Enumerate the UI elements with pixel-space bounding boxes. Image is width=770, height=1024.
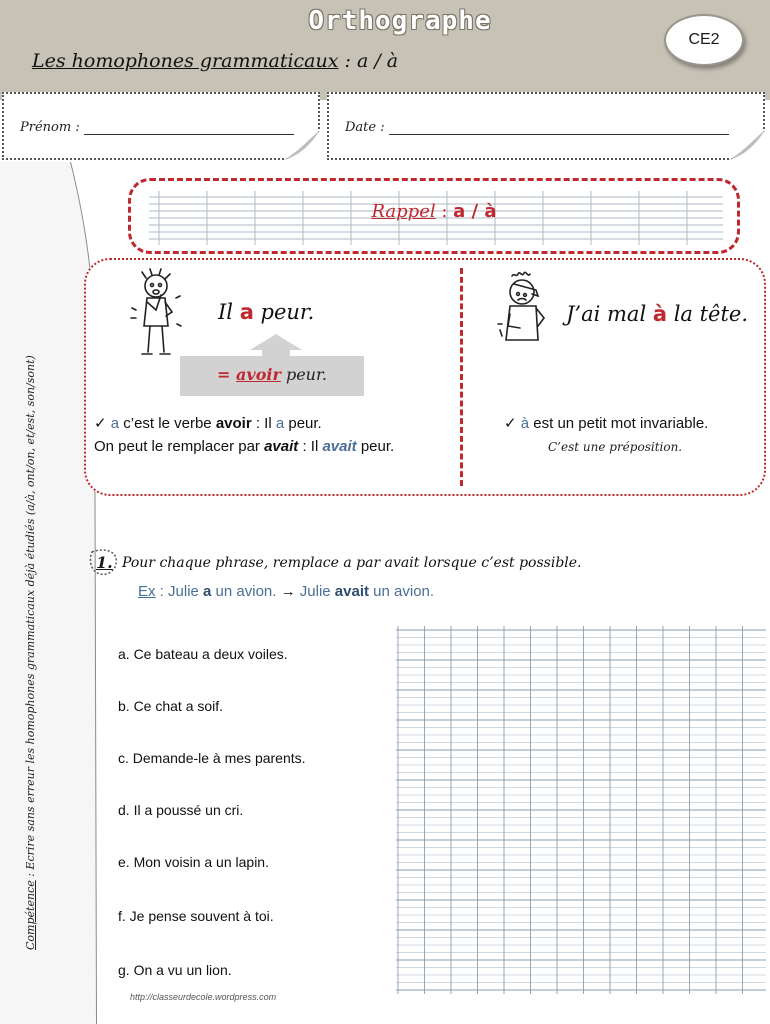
rappel-title [131, 201, 737, 222]
sentence-item: f. Je pense souvent à toi. [118, 908, 274, 924]
example-avait: avait [334, 583, 369, 600]
page-title: Orthographe [308, 6, 492, 36]
rule-a: a [110, 415, 120, 432]
rappel-forms: a / à [453, 201, 497, 222]
answer-grid[interactable] [396, 626, 766, 994]
right-sentence-highlight: à [652, 302, 668, 326]
exercise-example [138, 583, 434, 600]
level-badge: CE2 [664, 14, 744, 66]
avoir-word: avoir [236, 365, 281, 384]
rule-text: est un petit mot invariable. [529, 415, 709, 432]
sentence-item: b. Ce chat a soif. [118, 698, 224, 714]
arrow-right-icon: → [280, 583, 296, 600]
left-rule-2 [94, 438, 394, 455]
left-rule-1 [94, 414, 322, 432]
right-sentence-before: J’ai mal [566, 302, 653, 326]
sentence-item: d. Il a poussé un cri. [118, 802, 244, 818]
headache-boy-illustration [496, 270, 552, 362]
rule-text: : Il [251, 415, 276, 432]
right-rule-2: C’est une préposition. [548, 440, 683, 454]
footer-url: http://classeurdecole.wordpress.com [130, 992, 277, 1002]
rule-verb: avait [264, 438, 299, 455]
rappel-box [128, 178, 740, 254]
subtitle-main: Les homophones grammaticaux [32, 50, 339, 72]
name-field-box [2, 92, 320, 160]
date-label: Date : [345, 120, 385, 135]
example-label: Ex [138, 583, 156, 600]
sentence-item: g. On a vu un lion. [118, 962, 232, 978]
page-curl-icon [284, 130, 320, 160]
exercise-instruction: Pour chaque phrase, remplace a par avait lorsque c’est possible. [122, 555, 582, 571]
rule-text: : Il [298, 438, 323, 455]
page-curl-icon [729, 130, 765, 160]
example-text: : Julie [155, 583, 204, 600]
competence-label: Compétence [24, 880, 37, 950]
rule-text: peur. [284, 415, 322, 432]
rule-text: peur. [356, 438, 395, 455]
name-line[interactable] [84, 134, 294, 135]
right-example-sentence [566, 302, 748, 326]
scared-boy-illustration [128, 268, 184, 360]
subtitle-rest: : a / à [338, 50, 399, 72]
exercise-number-badge [88, 548, 120, 578]
left-sentence-highlight: a [239, 300, 254, 324]
arrow-up-icon [250, 334, 302, 358]
sentence-item: a. Ce bateau a deux voiles. [118, 646, 288, 662]
rule-text: On peut le remplacer par [94, 438, 265, 455]
rule-a: a [275, 415, 285, 432]
exercise-number: 1. [96, 553, 113, 572]
left-sentence-after: peur. [253, 300, 315, 324]
date-field-box [327, 92, 765, 160]
rappel-word: Rappel [371, 201, 436, 222]
check-icon: ✓ [504, 415, 521, 432]
example-text: un avion. [211, 583, 281, 600]
competence-text [24, 355, 37, 950]
avoir-text [180, 365, 364, 384]
rule-verb: avait [322, 438, 357, 455]
rule-verb: avoir [215, 415, 252, 432]
page-subtitle [32, 50, 398, 72]
left-example-sentence [218, 300, 314, 324]
rappel-sep: : [435, 201, 454, 222]
lesson-divider [460, 268, 463, 486]
example-text: Julie [295, 583, 335, 600]
name-label: Prénom : [20, 120, 80, 135]
check-icon: ✓ [94, 415, 111, 432]
competence-body: : Ecrire sans erreur les homophones grammaticaux déjà étudiés (a/à, ont/on, et/est, son/sont) [24, 355, 37, 881]
right-sentence-after: la tête. [667, 302, 749, 326]
example-a: a [203, 583, 212, 600]
left-sentence-before: Il [218, 300, 240, 324]
rule-a-accent: à [520, 415, 530, 432]
sentence-item: e. Mon voisin a un lapin. [118, 854, 269, 870]
right-rule-1 [504, 414, 708, 432]
date-line[interactable] [389, 134, 729, 135]
avoir-after: peur. [280, 365, 327, 384]
sentence-item: c. Demande-le à mes parents. [118, 750, 306, 766]
example-text: un avion. [369, 583, 435, 600]
avoir-box [180, 356, 364, 396]
avoir-eq: = [217, 365, 237, 384]
rule-text: c’est le verbe [119, 415, 216, 432]
